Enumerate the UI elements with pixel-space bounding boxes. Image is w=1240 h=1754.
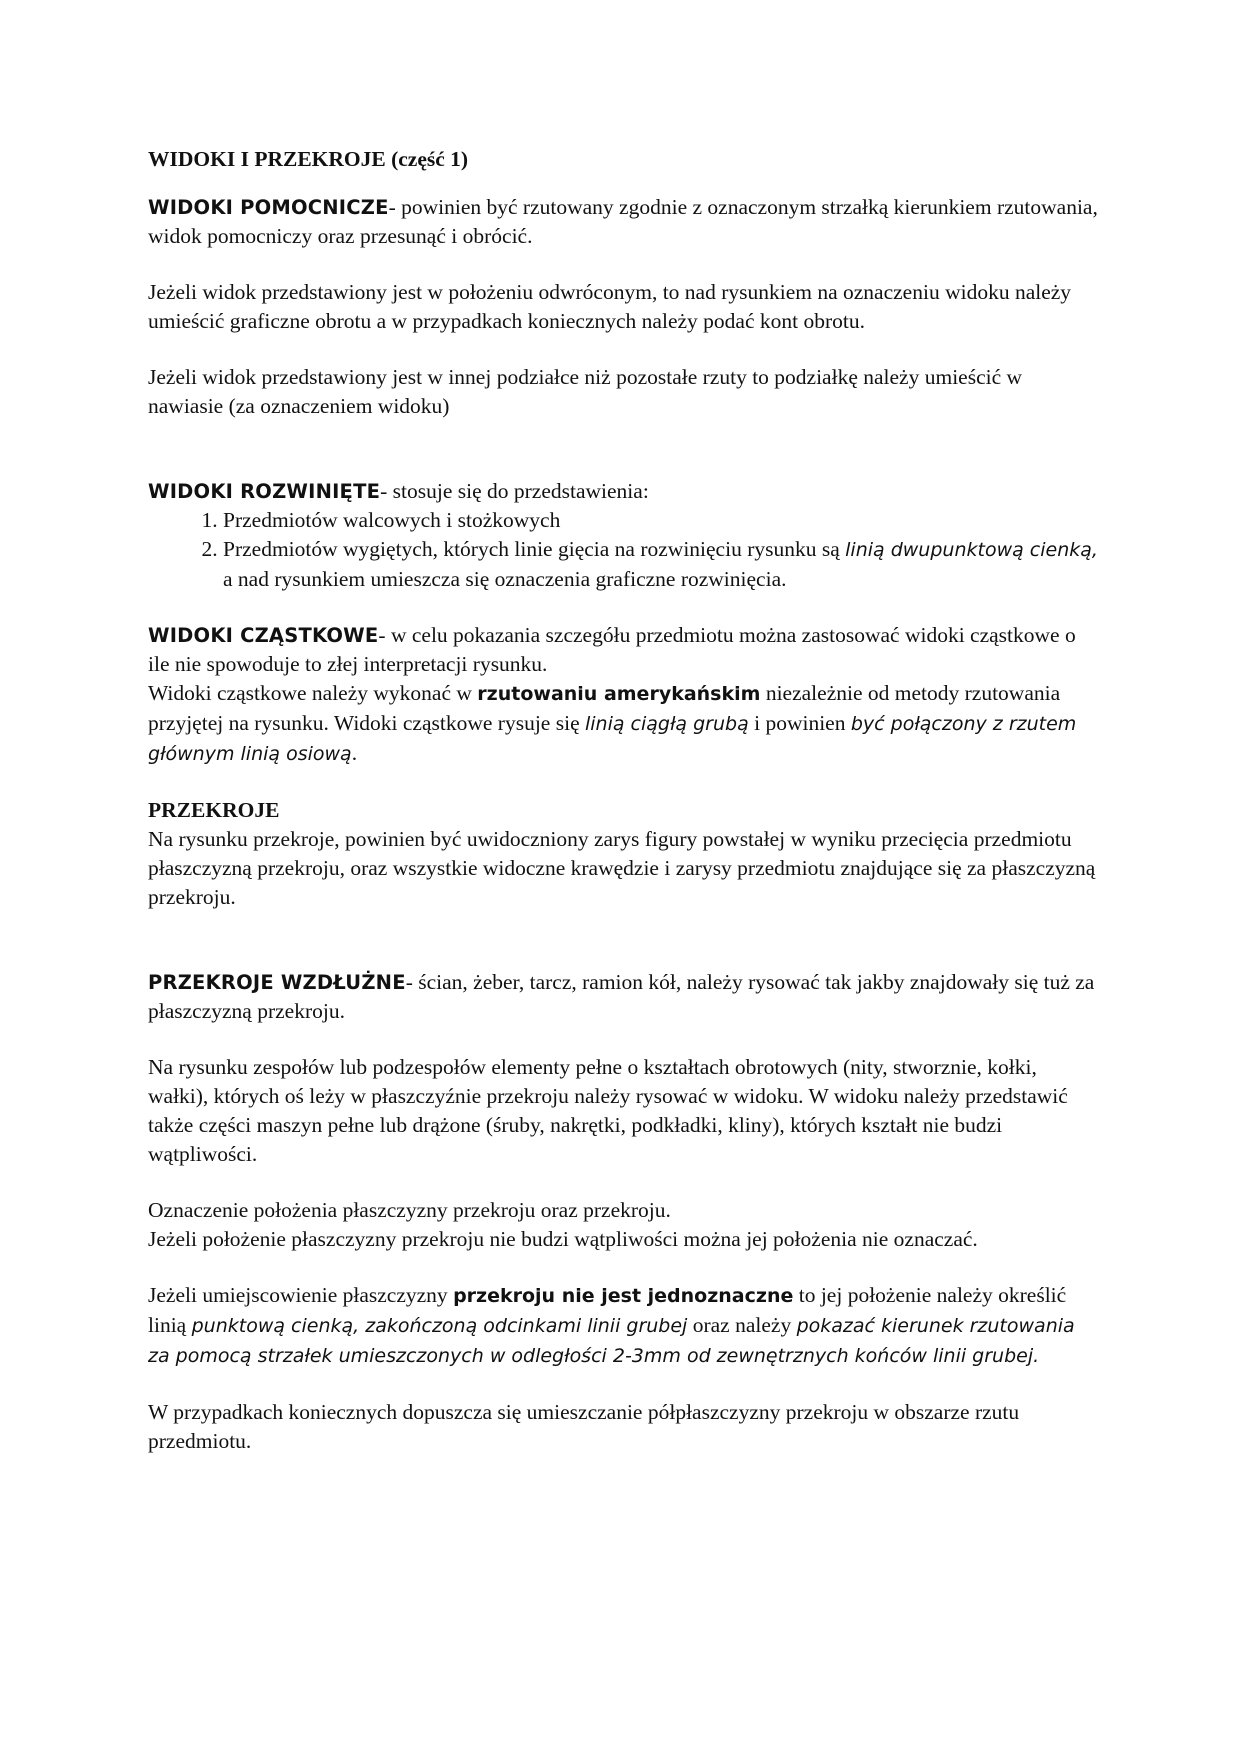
- text-run: .: [351, 741, 358, 765]
- list-rozwiniete: [148, 506, 1098, 594]
- paragraph-oznaczenie-1: Oznaczenie położenia płaszczyzny przekroju oraz przekroju.: [148, 1198, 671, 1222]
- text-run: oraz należy: [687, 1313, 797, 1337]
- italic-run: pokazać kierunek rzutowania za pomocą strzałek umieszczonych w odległości 2-3mm od zewnętrznych końców linii grubej.: [148, 1315, 1075, 1367]
- list-item: [223, 506, 1098, 535]
- text-widoki-czastkowe: - w celu pokazania szczegółu przedmiotu można zastosować widoki cząstkowe o ile nie spowoduje to złej interpretacji rysunku.: [148, 623, 1076, 676]
- paragraph-odwrocony: Jeżeli widok przedstawiony jest w położeniu odwróconym, to nad rysunkiem na oznaczeniu widoku należy umieścić graficzne obrotu a w przypadkach koniecznych należy podać kont obrotu.: [148, 280, 1072, 333]
- heading-widoki-pomocnicze: WIDOKI POMOCNICZE: [148, 196, 389, 219]
- list-item-text: Przedmiotów wygiętych, których linie gięcia na rozwinięciu rysunku są: [223, 537, 846, 561]
- text-przekroje-wzdluzne: - ścian, żeber, tarcz, ramion kół, należy rysować tak jakby znajdowały się tuż za płaszczyzną przekroju.: [148, 970, 1095, 1023]
- section-widoki-pomocnicze: [148, 193, 1098, 251]
- paragraph-polplaszczyzna: W przypadkach koniecznych dopuszcza się umieszczanie półpłaszczyzny przekroju w obszarze rzutu przedmiotu.: [148, 1400, 1020, 1453]
- italic-run: być połączony z rzutem głównym linią osiową: [148, 713, 1077, 765]
- text-run: niezależnie od metody rzutowania przyjętej na rysunku. Widoki cząstkowe rysuje się: [148, 681, 1061, 735]
- document-title: WIDOKI I PRZEKROJE (część 1): [148, 147, 469, 171]
- paragraph-przekroje: Na rysunku przekroje, powinien być uwidoczniony zarys figury powstałej w wyniku przecięcia przedmiotu płaszczyzną przekroju, oraz wszystkie widoczne krawędzie i zarysy przedmiotu znajdujące się za płaszczyzną przekroju.: [148, 827, 1096, 909]
- section-przekroje-wzdluzne: [148, 968, 1098, 1026]
- italic-run: linią ciągłą grubą: [584, 713, 749, 735]
- list-item-text: Przedmiotów walcowych i stożkowych: [223, 508, 561, 532]
- list-item-italic: linią dwupunktową cienką,: [845, 539, 1098, 561]
- section-widoki-rozwiniete: [148, 477, 1098, 506]
- bold-run: rzutowaniu amerykańskim: [477, 683, 761, 705]
- italic-run: punktową cienką, zakończoną odcinkami linii grubej: [191, 1315, 688, 1337]
- paragraph-oznaczenie-2: Jeżeli położenie płaszczyzny przekroju nie budzi wątpliwości można jej położenia nie oznaczać.: [148, 1227, 978, 1251]
- text-run: i powinien: [748, 711, 851, 735]
- heading-widoki-czastkowe: WIDOKI CZĄSTKOWE: [148, 624, 379, 647]
- text-run: Widoki cząstkowe należy wykonać w: [148, 681, 478, 705]
- paragraph-umiejscowienie: [148, 1281, 1098, 1371]
- paragraph-czastkowe-2: [148, 679, 1098, 769]
- heading-widoki-rozwiniete: WIDOKI ROZWINIĘTE: [148, 480, 381, 503]
- heading-przekroje: PRZEKROJE: [148, 798, 280, 822]
- text-run: to jej położenie należy określić linią: [148, 1283, 1067, 1337]
- text-run: Jeżeli umiejscowienie płaszczyzny: [148, 1283, 454, 1307]
- section-widoki-czastkowe: [148, 621, 1098, 679]
- bold-run: przekroju nie jest jednoznaczne: [453, 1285, 794, 1307]
- text-widoki-pomocnicze: - powinien być rzutowany zgodnie z oznaczonym strzałką kierunkiem rzutowania, widok pomocniczy oraz przesunąć i obrócić.: [148, 195, 1098, 248]
- list-item-text: a nad rysunkiem umieszcza się oznaczenia graficzne rozwinięcia.: [223, 567, 787, 591]
- text-widoki-rozwiniete: - stosuje się do przedstawienia:: [380, 479, 649, 503]
- heading-przekroje-wzdluzne: PRZEKROJE WZDŁUŻNE: [148, 971, 406, 994]
- list-item: [223, 535, 1098, 594]
- paragraph-zespoly: Na rysunku zespołów lub podzespołów elementy pełne o kształtach obrotowych (nity, stworznie, kołki, wałki), których oś leży w płaszczyźnie przekroju należy rysować w widoku. W widoku należy przedstawić także części maszyn pełne lub drążone (śruby, nakrętki, podkładki, kliny), których kształt nie budzi wątpliwości.: [148, 1055, 1068, 1166]
- paragraph-podzialka: Jeżeli widok przedstawiony jest w innej podziałce niż pozostałe rzuty to podziałkę należy umieścić w nawiasie (za oznaczeniem widoku): [148, 365, 1023, 418]
- document-page: [148, 145, 1098, 1456]
